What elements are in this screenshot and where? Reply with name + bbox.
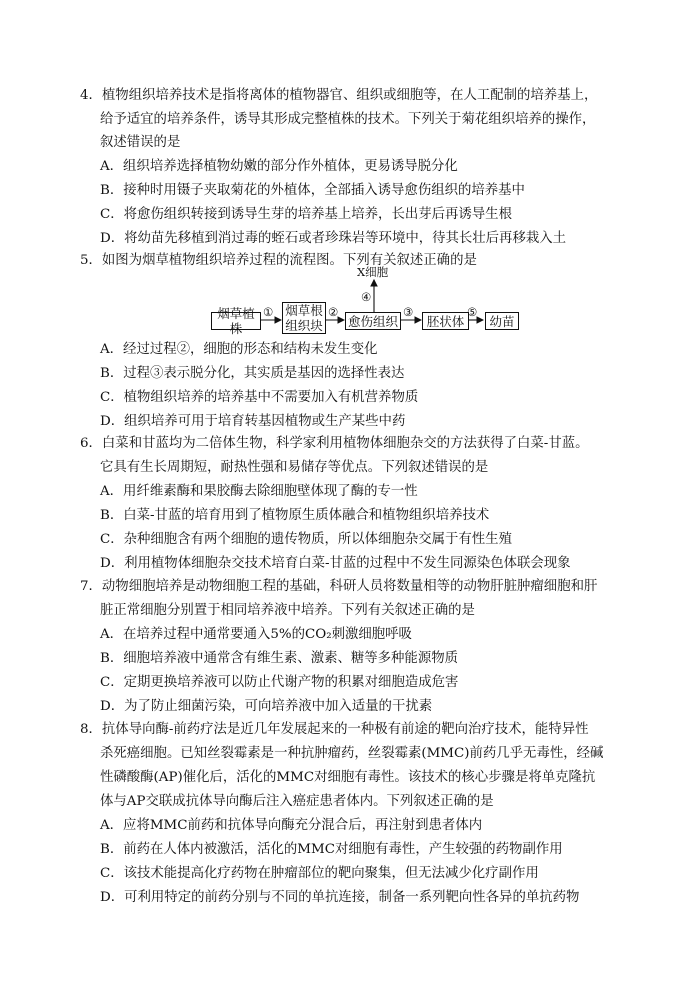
question-6-option-d: D．利用植物体细胞杂交技术培育白菜-甘蓝的过程中不发生同源染色体联会现象 (100, 556, 571, 571)
flow-box-callus: 愈伤组织 (345, 312, 401, 330)
flow-box-root-tissue-line1: 烟草根 (285, 303, 323, 318)
question-6-stem-line1: 6．白菜和甘蓝均为二倍体生物，科学家利用植物体细胞杂交的方法获得了白菜-甘蓝。 (80, 436, 589, 451)
flow-step-4: ④ (361, 290, 372, 304)
question-4-option-d: D．将幼苗先移植到消过毒的蛭石或者珍珠岩等环境中，待其长壮后再移栽入土 (100, 231, 567, 246)
question-5-option-a: A．经过过程②，细胞的形态和结构未发生变化 (100, 342, 378, 357)
flow-box-root-tissue-line2: 组织块 (285, 318, 323, 333)
question-8-option-c: C．该技术能提高化疗药物在肿瘤部位的靶向聚集，但无法减少化疗副作用 (100, 866, 539, 881)
question-8-option-a: A．应将MMC前药和抗体导向酶充分混合后，再注射到患者体内 (100, 818, 483, 833)
question-6-option-b: B．白菜-甘蓝的培育用到了植物原生质体融合和植物组织培养技术 (100, 508, 490, 523)
flow-step-1: ① (263, 305, 274, 319)
question-4-stem-line2: 给予适宜的培养条件，诱导其形成完整植株的技术。下列关于菊花组织培养的操作， (100, 112, 596, 127)
flow-box-tobacco-plant: 烟草植株 (211, 312, 261, 330)
question-4-stem-line3: 叙述错误的是 (100, 135, 181, 150)
question-8-option-b: B．前药在人体内被激活，活化的MMC对细胞有毒性，产生较强的药物副作用 (100, 842, 563, 857)
flow-box-embryoid: 胚状体 (422, 312, 469, 330)
question-4-option-c: C．将愈伤组织转接到诱导生芽的培养基上培养，长出芽后再诱导生根 (100, 207, 512, 222)
flow-step-2: ② (328, 305, 339, 319)
question-7-stem-line2: 脏正常细胞分别置于相同培养液中培养。下列有关叙述正确的是 (100, 603, 475, 618)
question-8-stem-line2: 杀死癌细胞。已知丝裂霉素是一种抗肿瘤药，丝裂霉素(MMC)前药几乎无毒性，经碱 (100, 746, 604, 761)
question-7-option-d: D．为了防止细菌污染，可向培养液中加入适量的干扰素 (100, 699, 433, 714)
question-5-option-d: D．组织培养可用于培育转基因植物或生产某些中药 (100, 414, 406, 429)
question-7-stem-line1: 7．动物细胞培养是动物细胞工程的基础，科研人员将数量相等的动物肝脏肿瘤细胞和肝 (80, 579, 598, 594)
question-4-stem-line1: 4．植物组织培养技术是指将离体的植物器官、组织或细胞等，在人工配制的培养基上， (80, 88, 598, 103)
flow-box-root-tissue (282, 302, 326, 334)
flow-step-3: ③ (403, 305, 414, 319)
question-5-stem: 5．如图为烟草植物组织培养过程的流程图。下列有关叙述正确的是 (80, 253, 477, 268)
flow-label-x-cell: X细胞 (357, 265, 389, 279)
question-7-option-c: C．定期更换培养液可以防止代谢产物的积累对细胞造成危害 (100, 675, 459, 690)
question-4-option-b: B．接种时用镊子夹取菊花的外植体，全部插入诱导愈伤组织的培养基中 (100, 183, 525, 198)
question-5-option-c: C．植物组织培养的培养基中不需要加入有机营养物质 (100, 390, 419, 405)
question-8-stem-line3: 性磷酸酶(AP)催化后，活化的MMC对细胞有毒性。该技术的核心步骤是将单克隆抗 (100, 770, 596, 785)
question-8-option-d: D．可利用特定的前药分别与不同的单抗连接，制备一系列靶向性各异的单抗药物 (100, 890, 580, 905)
question-8-stem-line4: 体与AP交联成抗体导向酶后注入癌症患者体内。下列叙述正确的是 (100, 794, 494, 809)
question-6-option-a: A．用纤维素酶和果胶酶去除细胞壁体现了酶的专一性 (100, 484, 418, 499)
question-4-option-a: A．组织培养选择植物幼嫩的部分作外植体，更易诱导脱分化 (100, 159, 458, 174)
flow-step-5: ⑤ (467, 305, 478, 319)
question-5-option-b: B．过程③表示脱分化，其实质是基因的选择性表达 (100, 366, 405, 381)
question-6-option-c: C．杂种细胞含有两个细胞的遗传物质，所以体细胞杂交属于有性生殖 (100, 532, 512, 547)
question-6-stem-line2: 它具有生长周期短，耐热性强和易储存等优点。下列叙述错误的是 (100, 460, 489, 475)
tissue-culture-flowchart (200, 266, 540, 336)
question-7-option-a: A．在培养过程中通常要通入5%的CO₂刺激细胞呼吸 (100, 627, 412, 642)
question-7-option-b: B．细胞培养液中通常含有维生素、激素、糖等多种能源物质 (100, 651, 458, 666)
flow-box-seedling: 幼苗 (485, 312, 519, 330)
question-8-stem-line1: 8．抗体导向酶-前药疗法是近几年发展起来的一种极有前途的靶向治疗技术，能特异性 (80, 722, 589, 737)
